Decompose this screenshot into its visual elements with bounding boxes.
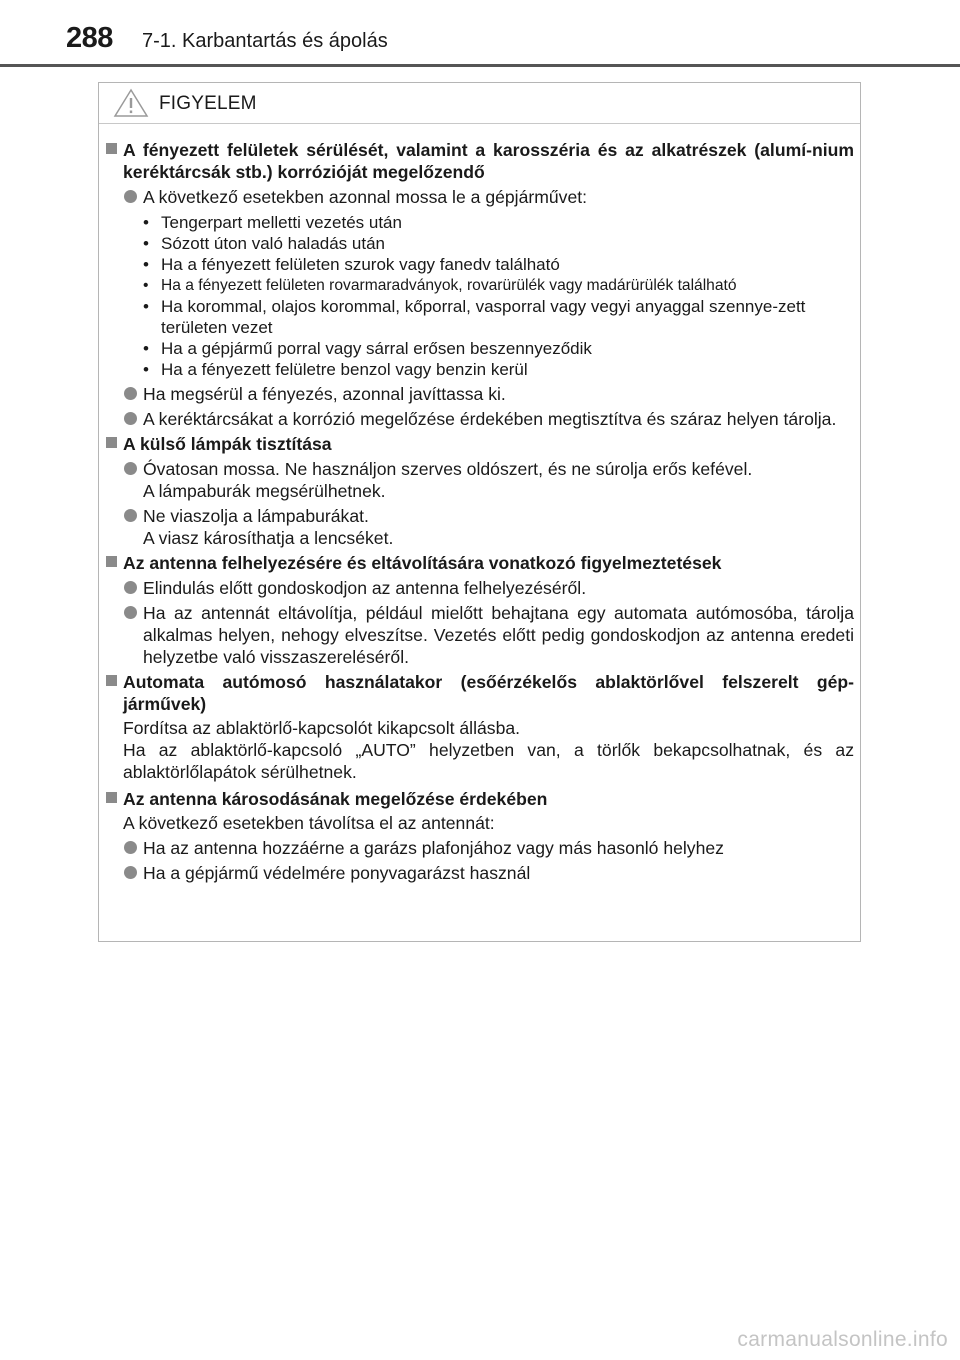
item-text: Ha megsérül a fényezés, azonnal javíttassa ki.	[143, 384, 506, 404]
item-text: A keréktárcsákat a korrózió megelőzése érdekében megtisztítva és száraz helyen tárolja.	[143, 409, 837, 429]
section-car-wash	[99, 671, 862, 715]
list-item	[123, 186, 862, 208]
section-title: Az antenna károsodásának megelőzése érdekében	[123, 789, 548, 809]
item-text: A következő esetekben azonnal mossa le a gépjárművet:	[143, 187, 588, 207]
bullet-item: • Ha a gépjármű porral vagy sárral erősen beszennyeződik	[139, 338, 862, 359]
section-title: Automata autómosó használatakor (esőérzékelős ablaktörlővel felszerelt gép-járművek)	[123, 672, 854, 714]
list-item	[123, 837, 862, 859]
chapter-title: 7-1. Karbantartás és ápolás	[142, 30, 388, 52]
item-text-secondary: A viasz károsíthatja a lencséket.	[143, 528, 394, 548]
circle-bullet-icon	[124, 606, 137, 619]
section-title: A fényezett felületek sérülését, valamint a karosszéria és az alkatrészek (alumí-nium keréktárcsák stb.) korrózióját megelőzendő	[123, 140, 854, 182]
bullet-item: • Sózott úton való haladás után	[139, 233, 862, 254]
square-bullet-icon	[106, 675, 117, 686]
square-bullet-icon	[106, 792, 117, 803]
list-item	[123, 862, 862, 884]
circle-bullet-icon	[124, 581, 137, 594]
list-item	[123, 458, 862, 502]
warning-box	[98, 82, 861, 942]
item-text: Ne viaszolja a lámpaburákat.	[143, 506, 369, 526]
bullet-item: • Ha a fényezett felületen szurok vagy fanedv található	[139, 254, 862, 275]
item-text: Ha az antennát eltávolítja, például mielőtt behajtana egy automata autómosóba, tárolja alkalmas helyen, nehogy elveszítse. Vezetés előtt pedig gondoskodjon az antenna eredeti helyzetbe való visszaszereléséről.	[143, 603, 854, 667]
paragraph: A következő esetekben távolítsa el az antennát:	[123, 813, 495, 833]
section-title: Az antenna felhelyezésére és eltávolítására vonatkozó figyelmeztetések	[123, 553, 722, 573]
bullet-item: • Ha a fényezett felületre benzol vagy benzin kerül	[139, 359, 862, 380]
item-text: Ha az antenna hozzáérne a garázs plafonjához vagy más hasonló helyhez	[143, 838, 724, 858]
warning-triangle-icon	[113, 88, 149, 118]
bullet-list	[139, 212, 862, 380]
circle-bullet-icon	[124, 841, 137, 854]
header-divider	[0, 64, 960, 67]
square-bullet-icon	[106, 556, 117, 567]
watermark: carmanualsonline.info	[737, 1328, 948, 1351]
list-item	[123, 383, 862, 405]
circle-bullet-icon	[124, 412, 137, 425]
bullet-item: • Ha korommal, olajos korommal, kőporral, vasporral vagy vegyi anyaggal szennye-zett területen vezet	[139, 296, 862, 338]
circle-bullet-icon	[124, 462, 137, 475]
circle-bullet-icon	[124, 190, 137, 203]
item-text: Óvatosan mossa. Ne használjon szerves oldószert, és ne súrolja erős kefével.	[143, 459, 753, 479]
circle-bullet-icon	[124, 866, 137, 879]
page-number: 288	[66, 22, 113, 54]
square-bullet-icon	[106, 143, 117, 154]
bullet-item: • Ha a fényezett felületen rovarmaradványok, rovarürülék vagy madárürülék található	[139, 275, 862, 296]
list-item	[123, 602, 862, 668]
square-bullet-icon	[106, 437, 117, 448]
page-header	[0, 0, 960, 70]
paragraph: Fordítsa az ablaktörlő-kapcsolót kikapcsolt állásba.	[123, 718, 521, 738]
item-text-secondary: A lámpaburák megsérülhetnek.	[143, 481, 386, 501]
paragraph: Ha az ablaktörlő-kapcsoló „AUTO” helyzetben van, a törlők bekapcsolhatnak, és az ablaktörlőlapátok sérülhetnek.	[123, 740, 854, 782]
bullet-item: • Tengerpart melletti vezetés után	[139, 212, 862, 233]
list-item	[123, 408, 862, 430]
warning-title: FIGYELEM	[159, 93, 257, 114]
warning-content	[99, 139, 862, 887]
warning-header	[99, 83, 860, 124]
circle-bullet-icon	[124, 509, 137, 522]
section-antenna-mounting	[99, 552, 862, 574]
section-antenna-damage	[99, 788, 862, 810]
section-paint-protection	[99, 139, 862, 183]
item-text: Ha a gépjármű védelmére ponyvagarázst használ	[143, 863, 531, 883]
list-item	[123, 577, 862, 599]
item-text: Elindulás előtt gondoskodjon az antenna felhelyezéséről.	[143, 578, 587, 598]
section-title: A külső lámpák tisztítása	[123, 434, 332, 454]
section-lamp-cleaning	[99, 433, 862, 455]
list-item	[123, 505, 862, 549]
circle-bullet-icon	[124, 387, 137, 400]
